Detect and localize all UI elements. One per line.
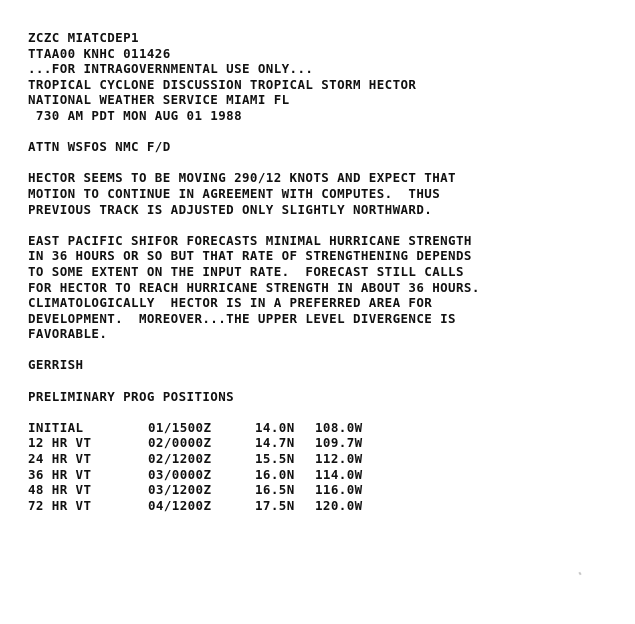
paragraph-line: TO SOME EXTENT ON THE INPUT RATE. FORECAST STILL CALLS (28, 263, 464, 279)
paragraph-line: HECTOR SEEMS TO BE MOVING 290/12 KNOTS AND EXPECT THAT (28, 170, 456, 186)
latitude: 14.7N (255, 435, 295, 451)
paragraph-track (28, 170, 628, 217)
longitude: 108.0W (315, 419, 363, 435)
table-row (28, 482, 628, 498)
header-block (28, 30, 628, 124)
valid-time: 03/0000Z (148, 466, 212, 482)
valid-time: 02/1200Z (148, 451, 212, 467)
latitude: 14.0N (255, 419, 295, 435)
longitude: 109.7W (315, 435, 363, 451)
paragraph-line: FAVORABLE. (28, 326, 108, 342)
header-line: NATIONAL WEATHER SERVICE MIAMI FL (28, 92, 290, 108)
spacer (28, 124, 628, 140)
latitude: 16.5N (255, 482, 295, 498)
valid-time: 01/1500Z (148, 419, 212, 435)
latitude: 17.5N (255, 497, 295, 513)
header-line: 730 AM PDT MON AUG 01 1988 (28, 107, 242, 123)
scan-speck (578, 572, 581, 576)
latitude: 16.0N (255, 466, 295, 482)
prog-title: PRELIMINARY PROG POSITIONS (28, 388, 235, 404)
header-line: ZCZC MIATCDEP1 (28, 30, 139, 45)
valid-time: 03/1200Z (148, 482, 212, 498)
forecast-label: 48 HR VT (28, 482, 92, 498)
longitude: 120.0W (315, 497, 363, 513)
spacer (28, 373, 628, 389)
teletype-document (28, 30, 628, 513)
forecast-label: 12 HR VT (28, 435, 92, 451)
paragraph-line: CLIMATOLOGICALLY HECTOR IS IN A PREFERRED AREA FOR (28, 295, 433, 311)
spacer (28, 155, 628, 171)
prog-positions-table (28, 420, 628, 514)
spacer (28, 217, 628, 233)
forecast-label: 72 HR VT (28, 497, 92, 513)
spacer (28, 342, 628, 358)
paragraph-line: IN 36 HOURS OR SO BUT THAT RATE OF STRENGTHENING DEPENDS (28, 248, 472, 264)
paragraph-line: PREVIOUS TRACK IS ADJUSTED ONLY SLIGHTLY NORTHWARD. (28, 201, 433, 217)
header-line: TROPICAL CYCLONE DISCUSSION TROPICAL STORM HECTOR (28, 76, 417, 92)
attn-line: ATTN WSFOS NMC F/D (28, 139, 171, 155)
longitude: 114.0W (315, 466, 363, 482)
valid-time: 04/1200Z (148, 497, 212, 513)
table-row (28, 420, 628, 436)
paragraph-line: FOR HECTOR TO REACH HURRICANE STRENGTH IN ABOUT 36 HOURS. (28, 279, 480, 295)
header-line: ...FOR INTRAGOVERNMENTAL USE ONLY... (28, 61, 314, 77)
latitude: 15.5N (255, 451, 295, 467)
paragraph-line: DEVELOPMENT. MOREOVER...THE UPPER LEVEL DIVERGENCE IS (28, 310, 456, 326)
forecast-label: 24 HR VT (28, 451, 92, 467)
table-row (28, 451, 628, 467)
longitude: 116.0W (315, 482, 363, 498)
table-row (28, 498, 628, 514)
table-row (28, 435, 628, 451)
spacer (28, 404, 628, 420)
forecast-label: 36 HR VT (28, 466, 92, 482)
table-row (28, 467, 628, 483)
forecaster-signature: GERRISH (28, 357, 84, 373)
paragraph-line: EAST PACIFIC SHIFOR FORECASTS MINIMAL HURRICANE STRENGTH (28, 232, 472, 248)
longitude: 112.0W (315, 451, 363, 467)
paragraph-strength (28, 233, 628, 342)
valid-time: 02/0000Z (148, 435, 212, 451)
forecast-label: INITIAL (28, 419, 84, 435)
header-line: TTAA00 KNHC 011426 (28, 45, 171, 61)
paragraph-line: MOTION TO CONTINUE IN AGREEMENT WITH COMPUTES. THUS (28, 185, 441, 201)
